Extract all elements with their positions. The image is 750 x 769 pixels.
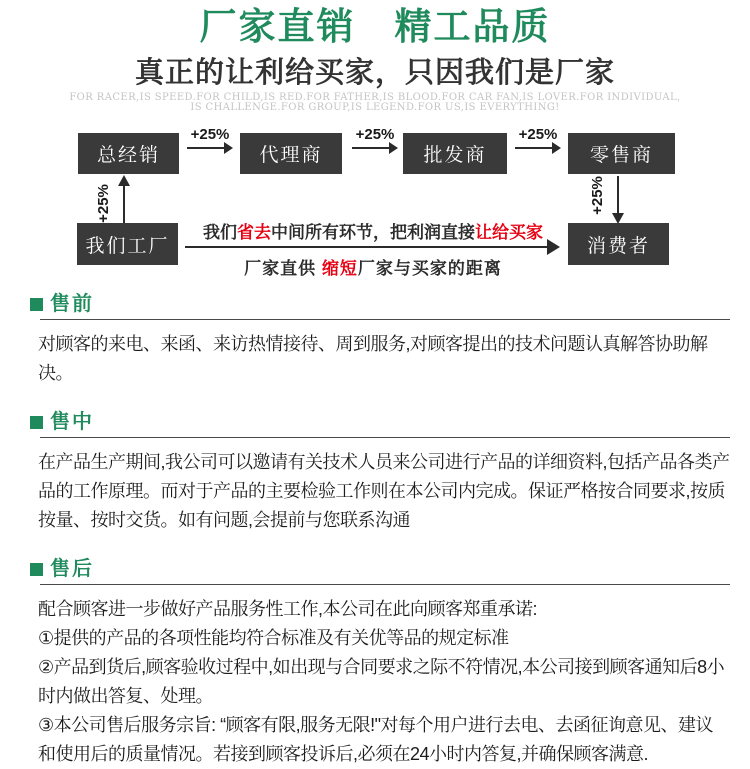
paragraph: 在产品生产期间,我公司可以邀请有关技术人员来公司进行产品的详细资料,包括产品各类产品的工作原理。而对于产品的主要检验工作则在本公司内完成。保证严格按合同要求,按质按量、按时交货。如有问题,会提前与您联系沟通	[38, 452, 730, 530]
section-pre-sale	[30, 292, 730, 388]
node-general-distributor: 总经销	[78, 133, 179, 174]
node-agent: 代理商	[240, 133, 342, 174]
markup-label-vertical: +25%	[94, 184, 112, 223]
section-after-sale	[30, 557, 730, 769]
divider	[40, 584, 730, 585]
markup-label: +25%	[355, 126, 395, 143]
arrow-right-icon	[352, 127, 398, 149]
tagline	[0, 93, 750, 113]
page-title: 厂家直销 精工品质	[199, 6, 551, 47]
section-header	[30, 410, 730, 434]
markup-label: +25%	[518, 126, 558, 143]
tagline-line-1: FOR RACER,IS SPEED.FOR CHILD,IS RED.FOR FATHER,IS BLOOD.FOR CAR FAN,IS LOVER.FOR INDIVIDUAL,	[69, 92, 681, 103]
square-bullet-icon	[30, 563, 43, 576]
arrow-down-shaft	[617, 176, 619, 214]
divider	[40, 319, 730, 320]
arrow-right-icon	[515, 127, 561, 149]
section-header	[30, 292, 730, 316]
node-our-factory: 我们工厂	[77, 223, 178, 265]
square-bullet-icon	[30, 416, 43, 429]
arrow-down-icon	[612, 213, 624, 224]
paragraph: ③本公司售后服务宗旨: “顾客有限,服务无限!"对每个用户进行去电、去函征询意见、建议和使用后的质量情况。若接到顾客投诉后,必须在24小时内答复,并确保顾客满意.	[38, 715, 714, 764]
page-header	[0, 0, 750, 113]
middle-slogan-line-1: 我们省去中间所有环节，把利润直接让给买家	[203, 223, 543, 242]
arrow-shaft	[515, 147, 552, 149]
section-header	[30, 557, 730, 581]
arrow-up-icon	[118, 175, 130, 186]
paragraph: ①提供的产品的各项性能均符合标准及有关优等品的规定标准	[38, 628, 509, 648]
paragraph: ②产品到货后,顾客验收过程中,如出现与合同要求之际不符情况,本公司接到顾客通知后8小时内做出答复、处理。	[38, 657, 725, 706]
divider	[40, 437, 730, 438]
markup-label-vertical: +25%	[588, 176, 606, 215]
section-heading: 售前	[50, 293, 94, 315]
node-consumer: 消费者	[568, 223, 669, 265]
section-in-sale	[30, 410, 730, 535]
page-subtitle: 真正的让利给买家，只因我们是厂家	[134, 57, 615, 89]
paragraph: 配合顾客进一步做好产品服务性工作,本公司在此向顾客郑重承诺:	[38, 599, 537, 619]
square-bullet-icon	[30, 298, 43, 311]
paragraph: 对顾客的来电、来函、来访热情接待、周到服务,对顾客提出的技术问题认真解答协助解决。	[38, 334, 708, 383]
arrow-right-icon	[187, 127, 233, 149]
markup-label: +25%	[190, 126, 230, 143]
middle-slogan-line-2: 厂家直供 缩短厂家与买家的距离	[244, 259, 502, 278]
arrow-shaft	[352, 147, 389, 149]
tagline-line-2: IS CHALLENGE.FOR GROUP,IS LEGEND.FOR US,IS EVERYTHING!	[190, 102, 560, 113]
arrow-up-shaft	[123, 185, 125, 223]
arrow-shaft	[187, 147, 224, 149]
section-heading: 售后	[50, 558, 94, 580]
service-sections	[30, 292, 730, 769]
arrow-right-long-icon	[185, 246, 547, 248]
node-retailer: 零售商	[568, 133, 675, 174]
supply-chain-diagram	[0, 125, 750, 285]
section-heading: 售中	[50, 411, 94, 433]
node-wholesaler: 批发商	[403, 133, 507, 174]
